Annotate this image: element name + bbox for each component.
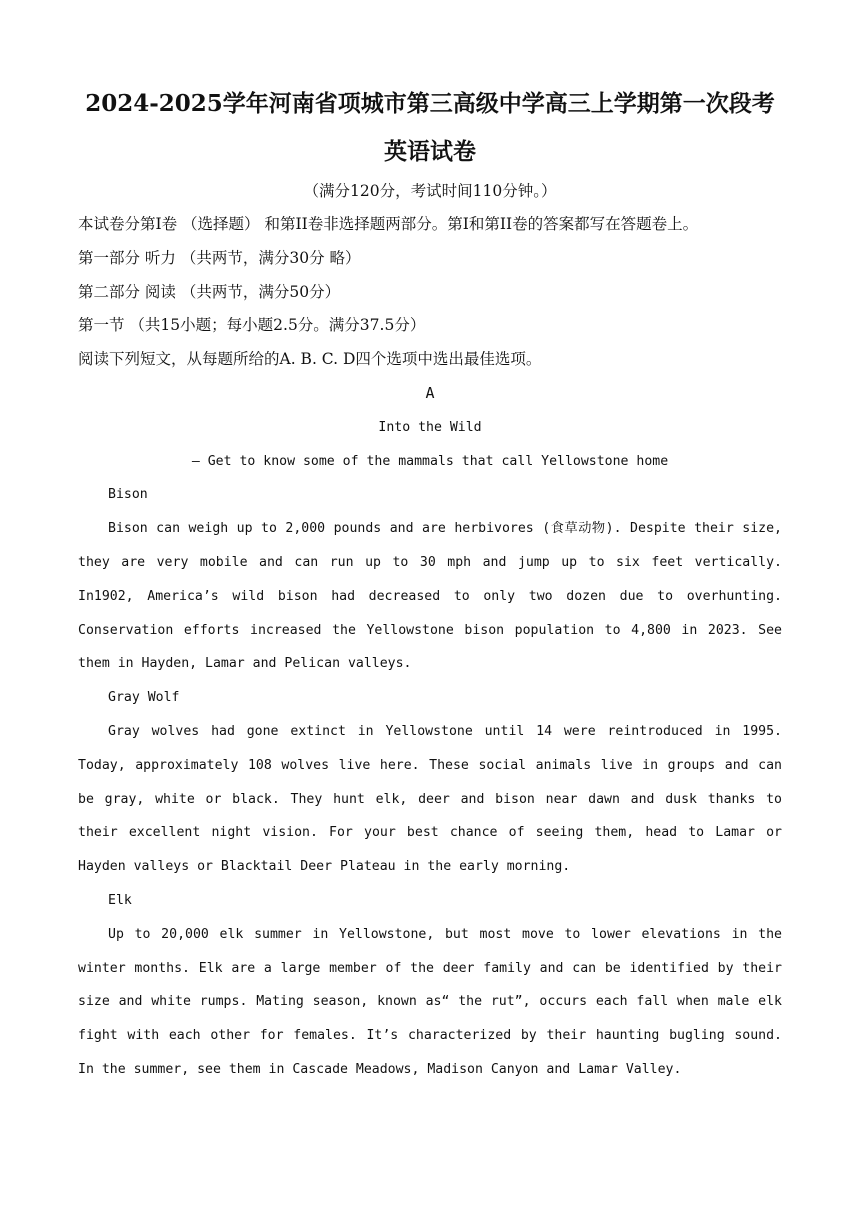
instructions-intro: 本试卷分第Ⅰ卷 （选择题） 和第II卷非选择题两部分。第Ⅰ和第II卷的答案都写在答题卷上。 — [78, 215, 699, 233]
exam-subtitle: 英语试卷 — [384, 138, 476, 165]
exam-page — [78, 82, 782, 1087]
reading-directions: 阅读下列短文，从每题所给的A. B. C. D四个选项中选出最佳选项。 — [78, 350, 542, 369]
section-heading-bison: Bison — [108, 487, 148, 503]
section-body-elk: Up to 20,000 elk summer in Yellowstone, but most move to lower elevations in the winter months. Elk are a large member of the deer family and can be identified by their size and white rumps. Mating season, known as“ the rut”, occurs each fall when male elk fight with each other for females. It’s characterized by their haunting bugling sound. In the summer, see them in Cascade Meadows, Madison Canyon and Lamar Valley. — [78, 926, 782, 1077]
section1-heading: 第一节 （共15小题；每小题2.5分。满分37.5分） — [78, 316, 426, 335]
passage-letter: A — [425, 383, 435, 402]
score-note: （满分120分，考试时间110分钟。） — [303, 182, 557, 200]
passage-subtitle: — Get to know some of the mammals that call Yellowstone home — [191, 453, 669, 469]
passage-title: Into the Wild — [378, 419, 482, 435]
section-heading-elk: Elk — [108, 892, 132, 908]
section-body-gray-wolf: Gray wolves had gone extinct in Yellowstone until 14 were reintroduced in 1995. Today, approximately 108 wolves live here. These social animals live in groups and can be gray, white or black. They hunt elk, deer and bison near dawn and dusk thanks to their excellent night vision. For your best chance of seeing them, head to Lamar or Hayden valleys or Blacktail Deer Plateau in the early morning. — [78, 723, 782, 875]
section-body-bison: Bison can weigh up to 2,000 pounds and are herbivores (食草动物). Despite their size, they are very mobile and can run up to 30 mph and jump up to six feet vertically. In1902, America’s wild bison had decreased to only two dozen due to overhunting. Conservation efforts increased the Yellowstone bison population to 4,800 in 2023. See them in Hayden, Lamar and Pelican valleys. — [78, 521, 782, 672]
section-heading-gray-wolf: Gray Wolf — [108, 690, 180, 706]
part2-heading: 第二部分 阅读 （共两节，满分50分） — [78, 282, 341, 301]
exam-title: 2024-2025学年河南省项城市第三高级中学高三上学期第一次段考 — [85, 90, 775, 117]
part1-heading: 第一部分 听力 （共两节，满分30分 略） — [78, 248, 361, 267]
